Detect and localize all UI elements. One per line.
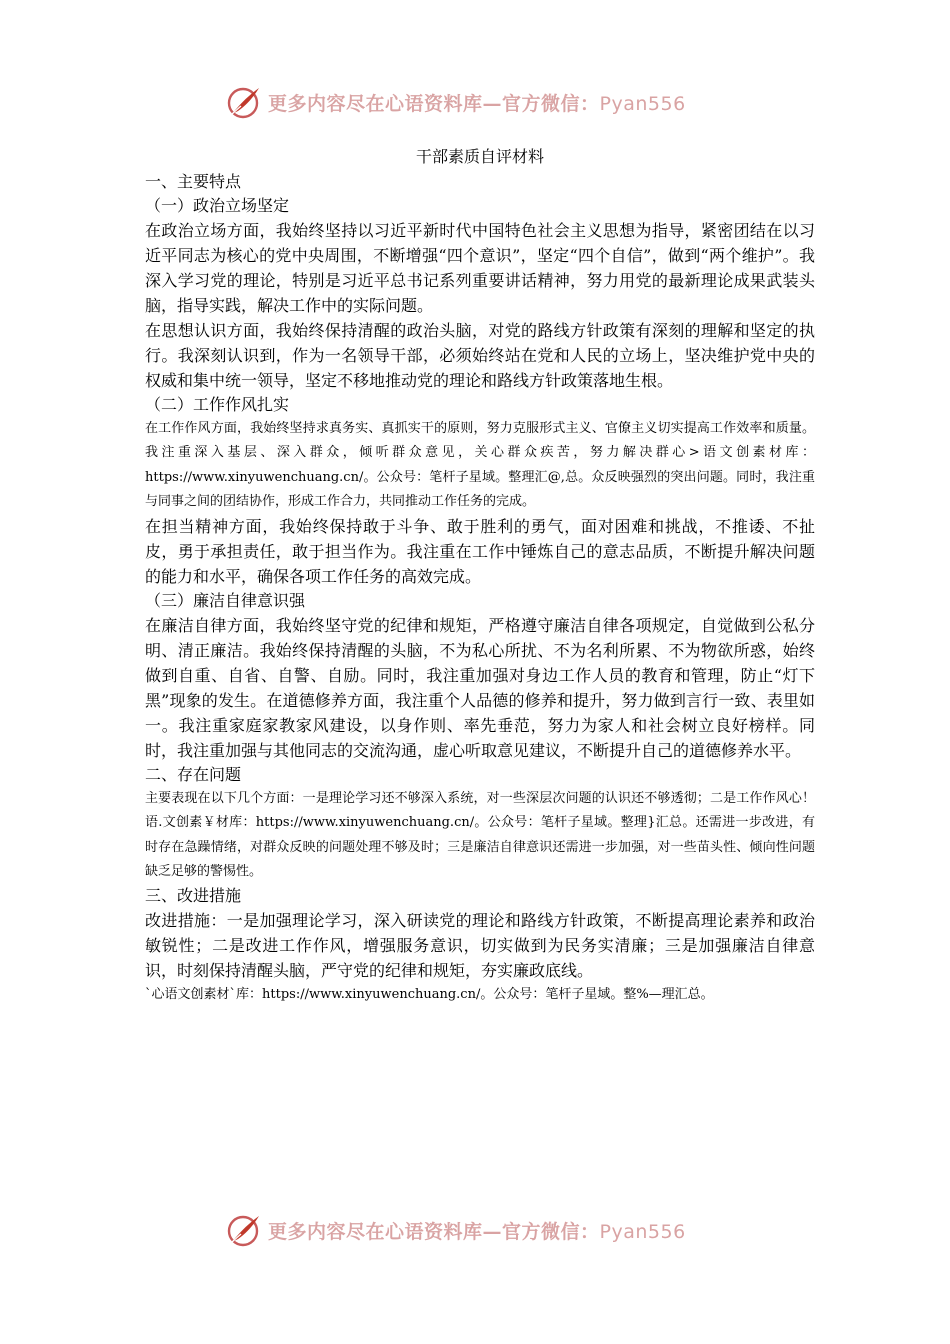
section-heading-improvements: 三、改进措施 [145,886,242,906]
section-heading-problems: 二、存在问题 [145,765,242,785]
paragraph-problems: 主要表现在以下几个方面：一是理论学习还不够深入系统，对一些深层次问题的认识还不够透彻；二是工作作风心！语.文创素￥材库：https://www.xinyuwenchuang.cn/。公众号：笔杆子星域。整理}汇总。还需进一步改进，有时存在急躁情绪，对群众反映的问题处理不够及时；三是廉洁自律意识还需进一步加强，对一些苗头性、倾向性问题缺乏足够的警惕性。 [145,791,815,880]
paragraph-responsibility: 在担当精神方面，我始终保持敢于斗争、敢于胜利的勇气，面对困难和挑战，不推诿、不扯皮，勇于承担责任，敢于担当作为。我注重在工作中锤炼自己的意志品质，不断提升解决问题的能力和水平，确保各项工作任务的高效完成。 [145,517,815,587]
section-heading-main-features: 一、主要特点 [145,172,242,191]
banner-text: 更多内容尽在心语资料库—官方微信：Pyan556 [268,92,686,115]
paragraph-improvements: 改进措施：一是加强理论学习，深入研读党的理论和路线方针政策，不断提高理论素养和政治敏锐性；二是改进工作作风，增强服务意识，切实做到为民务实清廉；三是加强廉洁自律意识，时刻保持清醒头脑，严守党的纪律和规矩，夯实廉政底线。 [145,911,815,981]
quill-logo-icon [226,84,262,120]
top-watermark-banner [0,80,950,124]
paragraph-ideological-understanding: 在思想认识方面，我始终保持清醒的政治头脑，对党的路线方针政策有深刻的理解和坚定的执行。我深刻认识到，作为一名领导干部，必须始终站在党和人民的立场上，坚决维护党中央的权威和集中统一领导，坚定不移地推动党的理论和路线方针政策落地生根。 [145,321,815,390]
document-body [145,144,815,1008]
bottom-watermark-banner [0,1208,950,1252]
paragraph-integrity: 在廉洁自律方面，我始终坚守党的纪律和规矩，严格遵守廉洁自律各项规定，自觉做到公私分明、清正廉洁。我始终保持清醒的头脑，不为私心所扰、不为名利所累、不为物欲所惑，始终做到自重、自省、自警、自励。同时，我注重加强对身边工作人员的教育和管理，防止“灯下黑”现象的发生。在道德修养方面，我注重个人品德的修养和提升，努力做到言行一致、表里如一。我注重家庭家教家风建设，以身作则、率先垂范，努力为家人和社会树立良好榜样。同时，我注重加强与其他同志的交流沟通，虚心听取意见建议，不断提升自己的道德修养水平。 [145,616,815,761]
subsection-heading-work-style: （二）工作作风扎实 [145,395,290,414]
paragraph-work-style: 在工作作风方面，我始终坚持求真务实、真抓实干的原则，努力克服形式主义、官僚主义切实提高工作效率和质量。我注重深入基层、深入群众，倾听群众意见，关心群众疾苦，努力解决群心>语文创素材库：https://www.xinyuwenchuang.cn/。公众号：笔杆子星域。整理汇@,总。众反映强烈的突出问题。同时，我注重与同事之间的团结协作，形成工作合力，共同推动工作任务的完成。 [145,421,815,509]
document-title: 干部素质自评材料 [415,147,544,166]
subsection-heading-integrity: （三）廉洁自律意识强 [145,591,306,611]
paragraph-political-stance: 在政治立场方面，我始终坚持以习近平新时代中国特色社会主义思想为指导，紧密团结在以习近平同志为核心的党中央周围，不断增强“四个意识”，坚定“四个自信”，做到“两个维护”。我深入学习党的理论，特别是习近平总书记系列重要讲话精神，努力用党的最新理论成果武装头脑，指导实践，解决工作中的实际问题。 [145,221,815,315]
paragraph-source-note: `心语文创素材`库：https://www.xinyuwenchuang.cn/。公众号：笔杆子星域。整%—理汇总。 [145,987,714,1003]
quill-logo-icon [226,1212,262,1248]
banner-text: 更多内容尽在心语资料库—官方微信：Pyan556 [268,1220,686,1243]
subsection-heading-political: （一）政治立场坚定 [145,196,290,215]
